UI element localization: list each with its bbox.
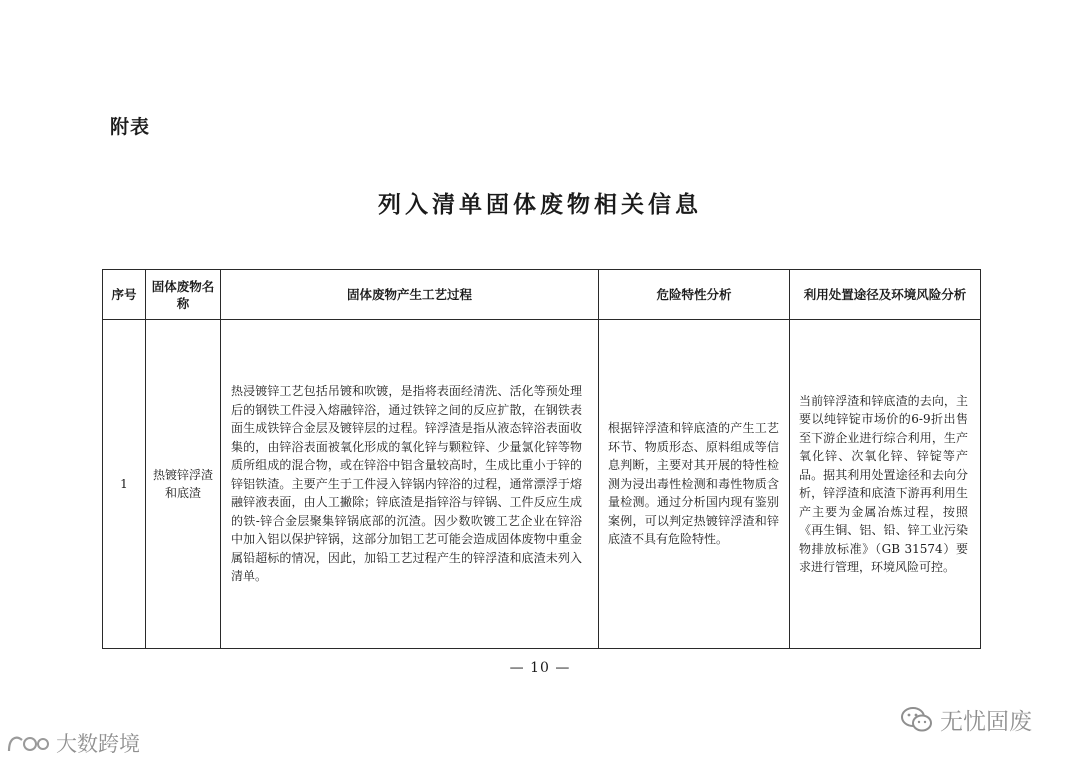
cell-process: 热浸镀锌工艺包括吊镀和吹镀，是指将表面经清洗、活化等预处理后的钢铁工件浸入熔融锌浴，通过铁锌之间的反应扩散，在钢铁表面生成铁锌合金层及镀锌层的过程。锌浮渣是指从液态锌浴表面收集的，由锌浴表面被氧化形成的氧化锌与颗粒锌、少量氯化锌等物质所组成的混合物，或在锌浴中铝含量较高时，生成比重小于锌的锌铝铁渣。主要产生于工件浸入锌锅内锌浴的过程，通常漂浮于熔融锌液表面，由人工撇除；锌底渣是指锌浴与锌锅、工件反应生成的铁-锌合金层聚集锌锅底部的沉渣。因少数吹镀工艺企业在锌浴中加入铝以保护锌锅，这部分加铝工艺可能会造成固体废物中重金属铅超标的情况，因此，加铅工艺过程产生的锌浮渣和底渣未列入清单。 [221,320,599,649]
appendix-heading: 附表 [110,116,151,138]
cell-use: 当前锌浮渣和锌底渣的去向，主要以纯锌锭市场价的6-9折出售至下游企业进行综合利用，生产氧化锌、次氧化锌、锌锭等产品。据其利用处置途径和去向分析，锌浮渣和底渣下游再利用生产主要为金属冶炼过程，按照《再生铜、铝、铅、锌工业污染物排放标准》（GB 31574）要求进行管理，环境风险可控。 [790,320,981,649]
watermark-right [900,703,1032,736]
table-row [103,320,981,649]
header-process: 固体废物产生工艺过程 [221,270,599,320]
cell-name: 热镀锌浮渣和底渣 [146,320,221,649]
watermark-left-text: 大数跨境 [56,732,140,756]
table-header-row [103,270,981,320]
header-no: 序号 [103,270,146,320]
watermark-right-text: 无忧固废 [940,709,1032,735]
document-title: 列入清单固体废物相关信息 [378,192,702,218]
solid-waste-info-table [102,269,981,649]
header-hazard: 危险特性分析 [599,270,790,320]
cell-hazard: 根据锌浮渣和锌底渣的产生工艺环节、物质形态、原料组成等信息判断，主要对其开展的特性检测为浸出毒性检测和毒性物质含量检测。通过分析国内现有鉴别案例，可以判定热镀锌浮渣和锌底渣不具有危险特性。 [599,320,790,649]
watermark-left [6,728,140,758]
brand-logo-icon [6,732,50,754]
header-name: 固体废物名称 [146,270,221,320]
header-use: 利用处置途径及环境风险分析 [790,270,981,320]
wechat-icon [900,705,934,735]
cell-no: 1 [103,320,146,649]
page-number: — 10 — [509,660,571,676]
